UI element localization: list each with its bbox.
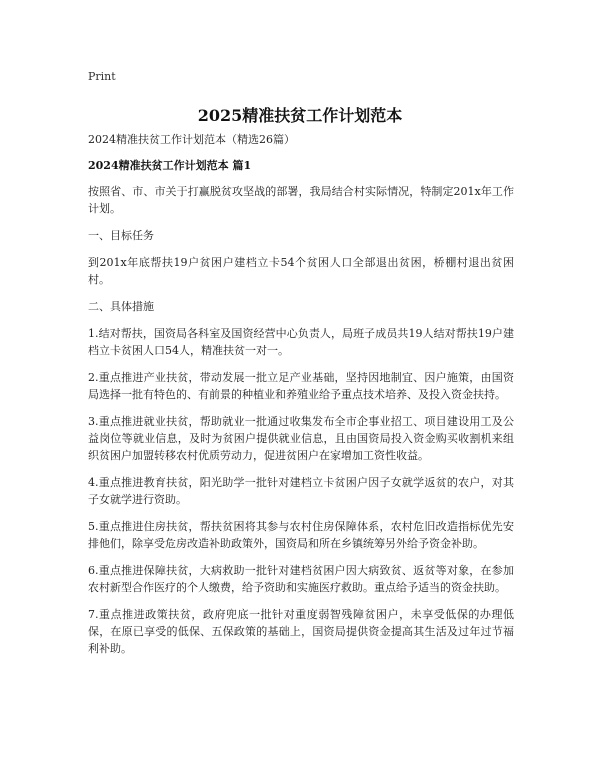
paragraph-measure-1: 1.结对帮扶，国资局各科室及国资经营中心负责人，局班子成员共19人结对帮扶19户建档立卡贫困人口54人，精准扶贫一对一。 <box>88 327 514 357</box>
paragraph-goals: 到201x年底帮扶19户贫困户建档立卡54个贫困人口全部退出贫困，桥棚村退出贫困村。 <box>88 256 514 286</box>
paragraph-measure-5: 5.重点推进住房扶贫，帮扶贫困将其参与农村住房保障体系，农村危旧改造指标优先安排他们，除享受危房改造补助政策外，国资局和所在乡镇统筹另外给予资金补助。 <box>88 520 514 550</box>
paragraph-intro: 按照省、市、市关于打赢脱贫攻坚战的部署，我局结合村实际情况，特制定201x年工作计划。 <box>88 185 514 215</box>
document-title: 2025精准扶贫工作计划范本 <box>197 106 403 125</box>
paragraph-measure-7: 7.重点推进政策扶贫，政府兜底一批针对重度弱智残障贫困户，未享受低保的办理低保，在原已享受的低保、五保政策的基础上，国资局提供资金提高其生活及过年过节福利补助。 <box>88 608 514 655</box>
heading-goals: 一、目标任务 <box>88 229 154 242</box>
document-subtitle: 2024精准扶贫工作计划范本（精选26篇） <box>88 133 295 146</box>
paragraph-measure-3: 3.重点推进就业扶贫，帮助就业一批通过收集发布全市企事业招工、项目建设用工及公益岗位等就业信息，及时为贫困户提供就业信息，且由国资局投入资金购买收割机来组织贫困户加盟转移农村优质劳动力，促进贫困户在家增加工资性收益。 <box>88 415 514 462</box>
print-label: Print <box>88 70 116 83</box>
paragraph-measure-2: 2.重点推进产业扶贫，带动发展一批立足产业基础，坚持因地制宜、因户施策，由国资局选择一批有特色的、有前景的种植业和养殖业给予重点技术培养、及投入资金扶持。 <box>88 371 514 401</box>
paragraph-measure-6: 6.重点推进保障扶贫，大病救助一批针对建档贫困户因大病致贫、返贫等对象，在参加农村新型合作医疗的个人缴费，给予资助和实施医疗救助。重点给予适当的资金扶助。 <box>88 564 514 594</box>
section-heading: 2024精准扶贫工作计划范本 篇1 <box>88 159 252 172</box>
document-body <box>88 131 514 667</box>
paragraph-measure-4: 4.重点推进教育扶贫，阳光助学一批针对建档立卡贫困户因子女就学返贫的农户，对其子女就学进行资助。 <box>88 476 514 506</box>
heading-measures: 二、具体措施 <box>88 300 154 313</box>
